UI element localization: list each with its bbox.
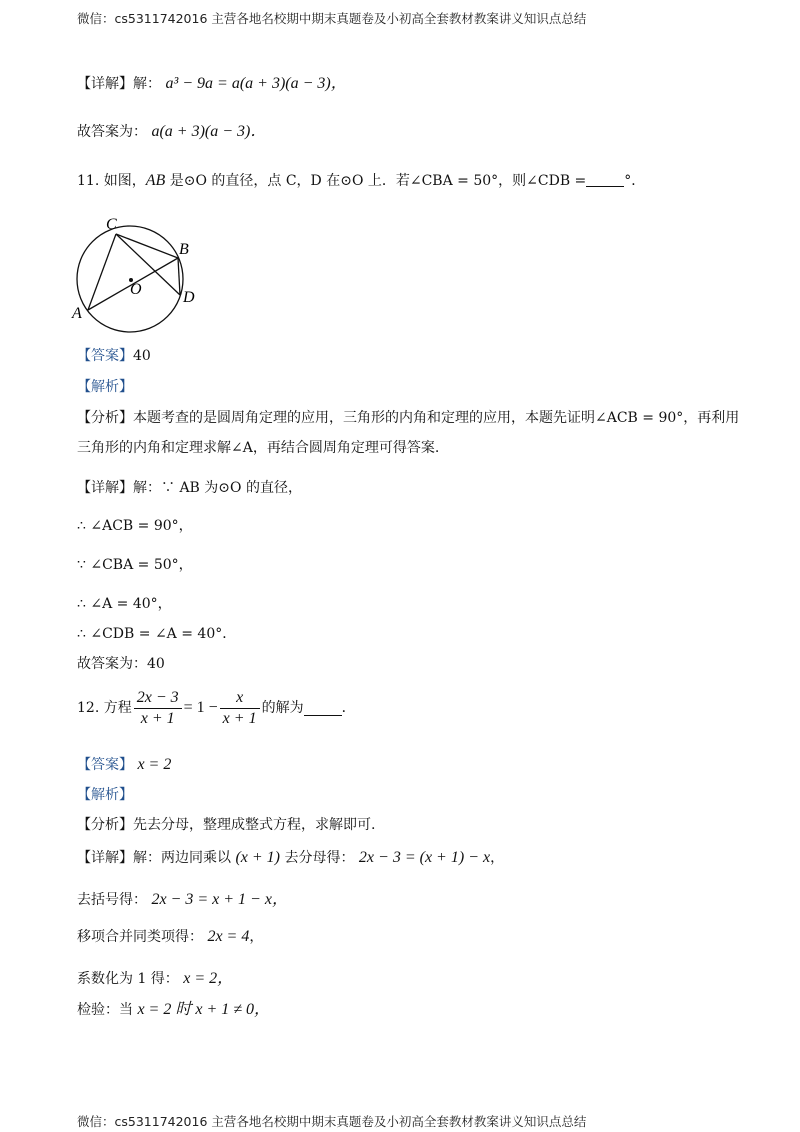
detail-label: 【详解】 [77, 76, 133, 92]
label-d: D [183, 289, 195, 306]
segment-ac [88, 234, 116, 310]
detail-label: 【详解】 [77, 480, 133, 496]
q11-stem-a: 11. 如图， [77, 173, 146, 189]
q12-analysis-text: 先去分母，整理成整式方程，求解即可. [133, 817, 376, 833]
step-4-label: 检验：当 [77, 1002, 133, 1018]
q11-analysis-text-1: 本题考查的是圆周角定理的应用，三角形的内角和定理的应用，本题先证明∠ACB = 90°，再利用 [133, 410, 740, 426]
q12-detail [77, 848, 504, 868]
q11-analysis-head [77, 377, 133, 397]
step-4-expression: x = 2 时 x + 1 ≠ 0， [137, 1001, 271, 1018]
label-c: C [106, 216, 117, 233]
segment-cd [116, 234, 180, 295]
q10-detail [77, 74, 347, 94]
step-3-expression: x = 2， [183, 970, 234, 987]
label-a: A [72, 305, 82, 322]
q11-stem-d: °． [624, 173, 646, 189]
circle-figure [70, 212, 200, 342]
q12-step-4 [77, 1000, 270, 1020]
answer-label: 【答案】 [77, 348, 133, 364]
page-header: 微信：cs5311742016 主营各地名校期中期末真题卷及小初高全套教材教案讲义知识点总结 [77, 11, 587, 26]
answer-label: 【答案】 [77, 757, 133, 773]
equation-middle: = 1 − [183, 699, 218, 716]
analysis-label: 【分析】 [77, 817, 133, 833]
q10-final-expression: a(a + 3)(a − 3)． [151, 123, 267, 140]
q12-detail-d: 2x − 3 = (x + 1) − x [358, 849, 491, 866]
q12-answer [77, 755, 171, 775]
q11-final: 故答案为：40 [77, 656, 165, 672]
step-1-label: 去括号得： [77, 892, 147, 908]
analysis-label: 【分析】 [77, 410, 133, 426]
q12-detail-b: (x + 1) [235, 849, 281, 866]
page-footer: 微信：cs5311742016 主营各地名校期中期末真题卷及小初高全套教材教案讲义知识点总结 [77, 1114, 587, 1129]
detail-label: 【详解】 [77, 850, 133, 866]
q12-stem-c: ． [341, 700, 356, 716]
step-1-expression: 2x − 3 = x + 1 − x， [151, 891, 288, 908]
q12-step-1 [77, 890, 288, 910]
q12-step-2 [77, 927, 263, 947]
answer-blank [304, 701, 342, 716]
fraction-2-numerator: x [220, 688, 260, 709]
segment-cb [116, 234, 178, 258]
q11-detail-text: 解：∵ AB 为⊙O 的直径， [133, 480, 302, 496]
q11-answer-value: 40 [133, 348, 151, 364]
segment-bd [178, 258, 180, 295]
q12-answer-value: x = 2 [137, 756, 172, 773]
answer-blank [586, 172, 624, 187]
q11-analysis-2: 三角形的内角和定理求解∠A，再结合圆周角定理可得答案. [77, 440, 440, 456]
q12-step-3 [77, 969, 233, 989]
analysis-head-label: 【解析】 [77, 379, 133, 395]
analysis-head-label: 【解析】 [77, 787, 133, 803]
q12-detail-e: ， [490, 850, 505, 866]
q11-stem [77, 171, 645, 191]
q11-stem-b: AB [145, 172, 166, 189]
fraction-1-numerator: 2x − 3 [134, 688, 182, 709]
fraction-2-denominator: x + 1 [222, 709, 257, 727]
q11-answer [77, 346, 151, 366]
q11-detail [77, 478, 302, 498]
q11-analysis-1 [77, 408, 739, 428]
step-2-end: ， [249, 929, 264, 945]
fraction-1 [134, 688, 182, 729]
q11-step-2: ∵ ∠CBA = 50°， [77, 557, 193, 573]
final-label: 故答案为： [77, 124, 147, 140]
q10-final [77, 122, 266, 142]
step-3-label: 系数化为 1 得： [77, 971, 179, 987]
label-b: B [179, 241, 189, 258]
fraction-2 [220, 688, 260, 729]
q12-stem-b: 的解为 [261, 700, 304, 716]
q10-expression: a³ − 9a = a(a + 3)(a − 3)， [165, 75, 347, 92]
q11-stem-c: 是⊙O 的直径，点 C，D 在⊙O 上．若∠CBA = 50°，则∠CDB = [165, 173, 587, 189]
step-2-label: 移项合并同类项得： [77, 929, 203, 945]
step-2-expression: 2x = 4 [207, 928, 250, 945]
q11-step-3: ∴ ∠A = 40°， [77, 596, 172, 612]
label-o: O [130, 281, 142, 298]
q11-step-4: ∴ ∠CDB = ∠A = 40°． [77, 626, 237, 642]
q11-step-1: ∴ ∠ACB = 90°， [77, 518, 193, 534]
detail-prefix: 解： [133, 76, 161, 92]
q12-detail-a: 解：两边同乘以 [133, 850, 231, 866]
q12-stem [77, 684, 356, 732]
q12-stem-a: 12. 方程 [77, 700, 132, 716]
fraction-1-denominator: x + 1 [140, 709, 175, 727]
q12-detail-c: 去分母得： [284, 850, 355, 866]
q12-analysis-head [77, 785, 133, 805]
q12-analysis [77, 815, 375, 835]
